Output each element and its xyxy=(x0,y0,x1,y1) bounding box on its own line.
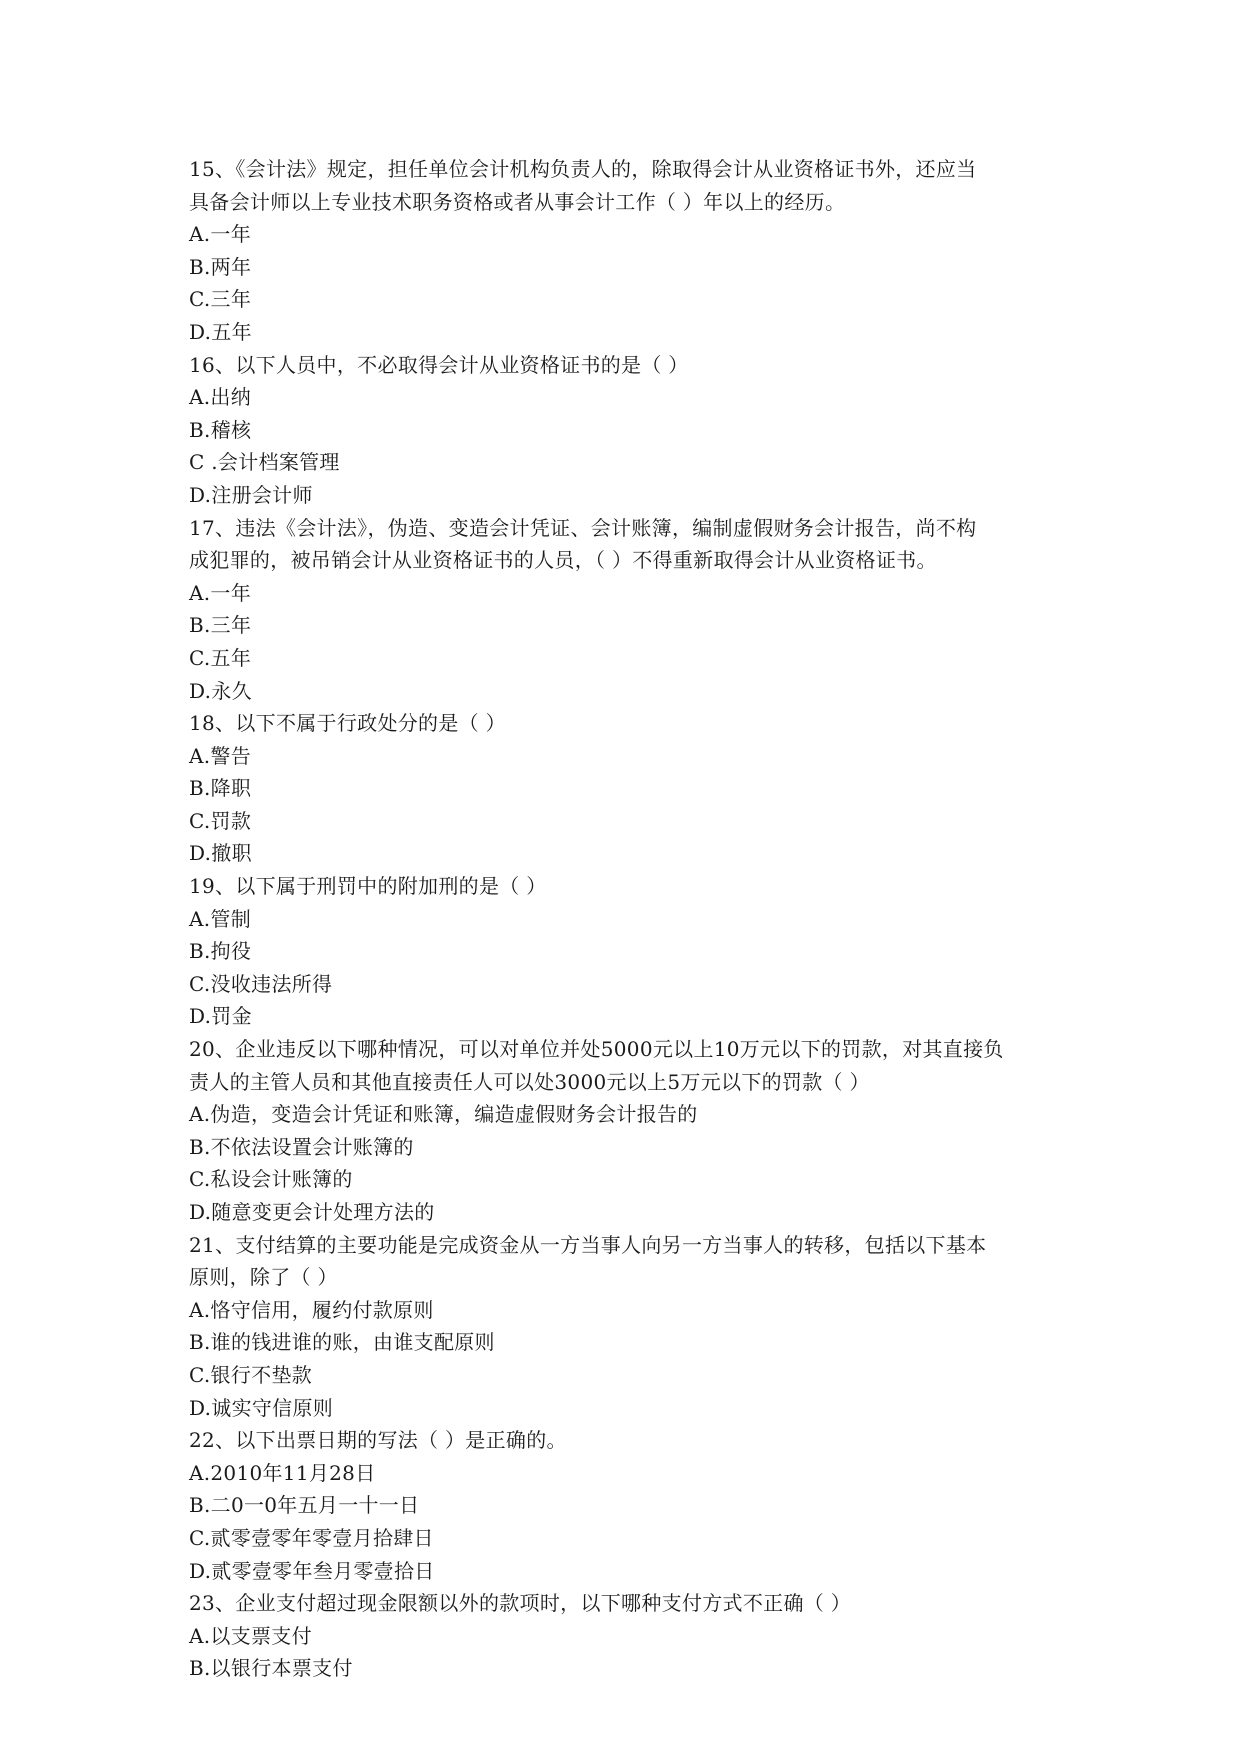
question-21-option-c: C.银行不垫款 xyxy=(189,1362,313,1387)
question-16-option-d: D.注册会计师 xyxy=(189,482,313,507)
question-15-line-2: 具备会计师以上专业技术职务资格或者从事会计工作（ ）年以上的经历。 xyxy=(189,189,846,214)
question-16-option-b: B.稽核 xyxy=(189,417,252,442)
question-20-option-a: A.伪造，变造会计凭证和账簿，编造虚假财务会计报告的 xyxy=(189,1102,698,1127)
question-17-line-1: 17、违法《会计法》，伪造、变造会计凭证、会计账簿，编制虚假财务会计报告，尚不构 xyxy=(189,515,977,540)
question-16-option-a: A.出纳 xyxy=(189,385,252,410)
question-15-option-a: A.一年 xyxy=(189,222,252,247)
question-15-option-d: D.五年 xyxy=(189,319,252,344)
question-list xyxy=(189,153,1049,1685)
question-22-option-a: A.2010年11月28日 xyxy=(189,1460,376,1485)
question-19-option-b: B.拘役 xyxy=(189,939,252,964)
question-15-option-b: B.两年 xyxy=(189,254,252,279)
question-18-option-a: A.警告 xyxy=(189,743,252,768)
question-19-option-a: A.管制 xyxy=(189,906,252,931)
question-22-line-1: 22、以下出票日期的写法（ ）是正确的。 xyxy=(189,1428,567,1453)
question-18-option-b: B.降职 xyxy=(189,776,252,801)
question-20-line-1: 20、企业违反以下哪种情况，可以对单位并处5000元以上10万元以下的罚款，对其直接负 xyxy=(189,1037,1004,1062)
question-18-option-d: D.撤职 xyxy=(189,841,252,866)
question-22-option-c: C.贰零壹零年零壹月拾肆日 xyxy=(189,1525,434,1550)
question-17-option-b: B.三年 xyxy=(189,613,252,638)
question-23-option-a: A.以支票支付 xyxy=(189,1623,312,1648)
question-19-option-d: D.罚金 xyxy=(189,1004,252,1029)
question-21-option-b: B.谁的钱进谁的账，由谁支配原则 xyxy=(189,1330,495,1355)
question-18-line-1: 18、以下不属于行政处分的是（ ） xyxy=(189,711,506,736)
question-20-option-b: B.不依法设置会计账簿的 xyxy=(189,1134,414,1159)
question-19-option-c: C.没收违法所得 xyxy=(189,971,333,996)
question-17-line-2: 成犯罪的，被吊销会计从业资格证书的人员，（ ）不得重新取得会计从业资格证书。 xyxy=(189,548,937,573)
question-20-option-c: C.私设会计账簿的 xyxy=(189,1167,353,1192)
question-23-line-1: 23、企业支付超过现金限额以外的款项时，以下哪种支付方式不正确（ ） xyxy=(189,1591,852,1616)
question-20-line-2: 责人的主管人员和其他直接责任人可以处3000元以上5万元以下的罚款（ ） xyxy=(189,1069,870,1094)
question-15-option-c: C.三年 xyxy=(189,287,252,312)
question-20-option-d: D.随意变更会计处理方法的 xyxy=(189,1200,435,1224)
question-16-option-c: C .会计档案管理 xyxy=(189,450,340,475)
question-15-line-1: 15、《会计法》规定，担任单位会计机构负责人的，除取得会计从业资格证书外，还应当 xyxy=(189,157,977,181)
question-17-option-d: D.永久 xyxy=(189,678,252,703)
question-22-option-b: B.二0一0年五月一十一日 xyxy=(189,1493,420,1518)
question-21-line-2: 原则，除了（ ） xyxy=(189,1265,338,1290)
question-21-option-a: A.恪守信用，履约付款原则 xyxy=(189,1297,434,1322)
question-22-option-d: D.贰零壹零年叁月零壹拾日 xyxy=(189,1558,435,1583)
question-21-line-1: 21、支付结算的主要功能是完成资金从一方当事人向另一方当事人的转移，包括以下基本 xyxy=(189,1232,987,1257)
question-21-option-d: D.诚实守信原则 xyxy=(189,1395,334,1420)
question-18-option-c: C.罚款 xyxy=(189,808,252,833)
question-17-option-c: C.五年 xyxy=(189,645,252,670)
question-17-option-a: A.一年 xyxy=(189,580,252,605)
question-19-line-1: 19、以下属于刑罚中的附加刑的是（ ） xyxy=(189,874,547,899)
question-16-line-1: 16、以下人员中，不必取得会计从业资格证书的是（ ） xyxy=(189,352,689,377)
question-23-option-b: B.以银行本票支付 xyxy=(189,1656,353,1681)
